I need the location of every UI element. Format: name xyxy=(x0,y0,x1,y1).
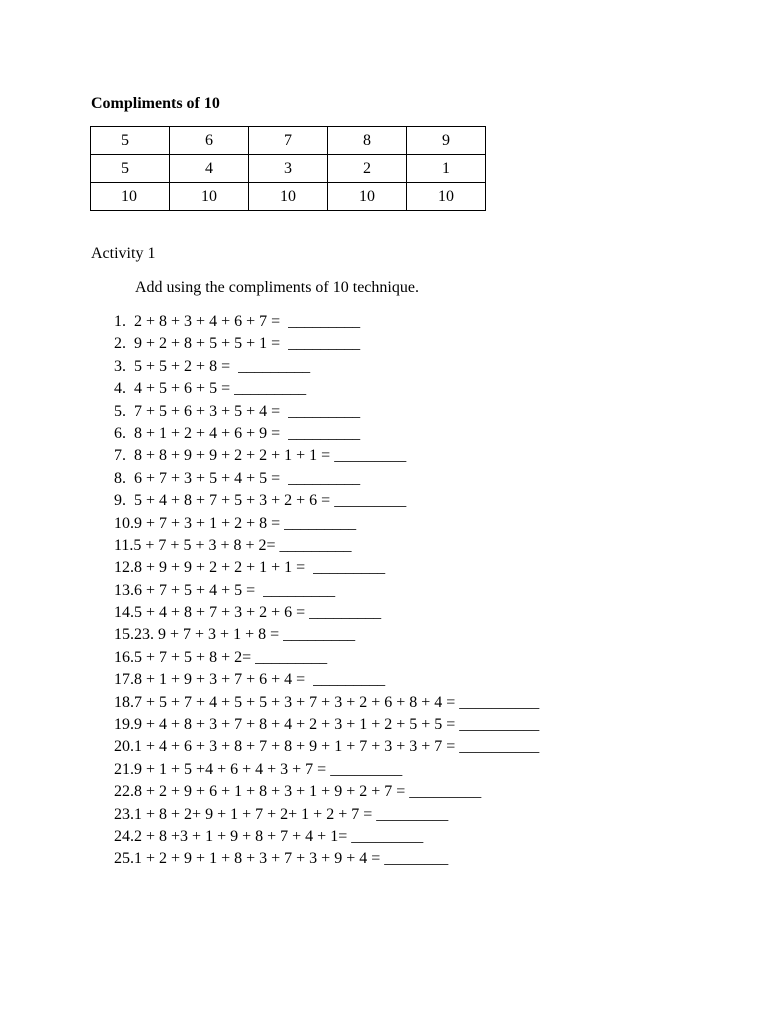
problem-item: 15.23. 9 + 7 + 3 + 1 + 8 = _________ xyxy=(114,626,356,644)
table-cell: 6 xyxy=(170,127,249,155)
problem-item: 12.8 + 9 + 9 + 2 + 2 + 1 + 1 = _________ xyxy=(114,559,386,577)
table-cell: 10 xyxy=(91,183,170,211)
problem-item: 3. 5 + 5 + 2 + 8 = _________ xyxy=(114,357,311,375)
table-row xyxy=(91,127,486,155)
problem-item: 13.6 + 7 + 5 + 4 + 5 = _________ xyxy=(114,581,336,599)
table-cell: 9 xyxy=(407,127,486,155)
problem-item: 14.5 + 4 + 8 + 7 + 3 + 2 + 6 = _________ xyxy=(114,604,382,622)
activity-instruction: Add using the compliments of 10 technique. xyxy=(135,279,419,296)
problem-item: 16.5 + 7 + 5 + 8 + 2= _________ xyxy=(114,648,328,666)
problem-item: 20.1 + 4 + 6 + 3 + 8 + 7 + 8 + 9 + 1 + 7 + 3 + 3 + 7 = __________ xyxy=(114,738,540,756)
table-cell: 8 xyxy=(328,127,407,155)
problem-item: 21.9 + 1 + 5 +4 + 6 + 4 + 3 + 7 = _________ xyxy=(114,760,403,778)
compliments-table xyxy=(90,126,486,211)
table-cell: 7 xyxy=(249,127,328,155)
table-cell: 10 xyxy=(249,183,328,211)
problem-item: 17.8 + 1 + 9 + 3 + 7 + 6 + 4 = _________ xyxy=(114,671,386,689)
problem-item: 11.5 + 7 + 5 + 3 + 8 + 2= _________ xyxy=(114,536,352,554)
problem-item: 8. 6 + 7 + 3 + 5 + 4 + 5 = _________ xyxy=(114,469,361,487)
problem-item: 10.9 + 7 + 3 + 1 + 2 + 8 = _________ xyxy=(114,514,357,532)
problem-item: 23.1 + 8 + 2+ 9 + 1 + 7 + 2+ 1 + 2 + 7 = _________ xyxy=(114,805,449,823)
table-cell: 4 xyxy=(170,155,249,183)
page-title: Compliments of 10 xyxy=(91,95,220,112)
compliments-table-body xyxy=(91,127,486,211)
table-cell: 10 xyxy=(407,183,486,211)
problem-item: 25.1 + 2 + 9 + 1 + 8 + 3 + 7 + 3 + 9 + 4 = ________ xyxy=(114,850,449,868)
problem-item: 19.9 + 4 + 8 + 3 + 7 + 8 + 4 + 2 + 3 + 1 + 2 + 5 + 5 = __________ xyxy=(114,716,540,734)
table-cell: 5 xyxy=(91,155,170,183)
table-cell: 2 xyxy=(328,155,407,183)
problem-item: 22.8 + 2 + 9 + 6 + 1 + 8 + 3 + 1 + 9 + 2 + 7 = _________ xyxy=(114,783,482,801)
problem-item: 2. 9 + 2 + 8 + 5 + 5 + 1 = _________ xyxy=(114,335,361,353)
table-row xyxy=(91,183,486,211)
problem-item: 4. 4 + 5 + 6 + 5 = _________ xyxy=(114,380,307,398)
table-cell: 1 xyxy=(407,155,486,183)
problem-item: 5. 7 + 5 + 6 + 3 + 5 + 4 = _________ xyxy=(114,402,361,420)
problem-item: 1. 2 + 8 + 3 + 4 + 6 + 7 = _________ xyxy=(114,313,361,330)
table-cell: 10 xyxy=(328,183,407,211)
activity-heading: Activity 1 xyxy=(91,245,156,262)
problem-item: 6. 8 + 1 + 2 + 4 + 6 + 9 = _________ xyxy=(114,424,361,442)
table-cell: 5 xyxy=(91,127,170,155)
problem-item: 9. 5 + 4 + 8 + 7 + 5 + 3 + 2 + 6 = _________ xyxy=(114,492,407,510)
problem-list xyxy=(114,311,539,871)
problem-item: 18.7 + 5 + 7 + 4 + 5 + 5 + 3 + 7 + 3 + 2 + 6 + 8 + 4 = __________ xyxy=(114,693,540,711)
problem-item: 24.2 + 8 +3 + 1 + 9 + 8 + 7 + 4 + 1= _________ xyxy=(114,827,424,845)
table-row xyxy=(91,155,486,183)
problem-item: 7. 8 + 8 + 9 + 9 + 2 + 2 + 1 + 1 = _________ xyxy=(114,447,407,465)
table-cell: 10 xyxy=(170,183,249,211)
table-cell: 3 xyxy=(249,155,328,183)
